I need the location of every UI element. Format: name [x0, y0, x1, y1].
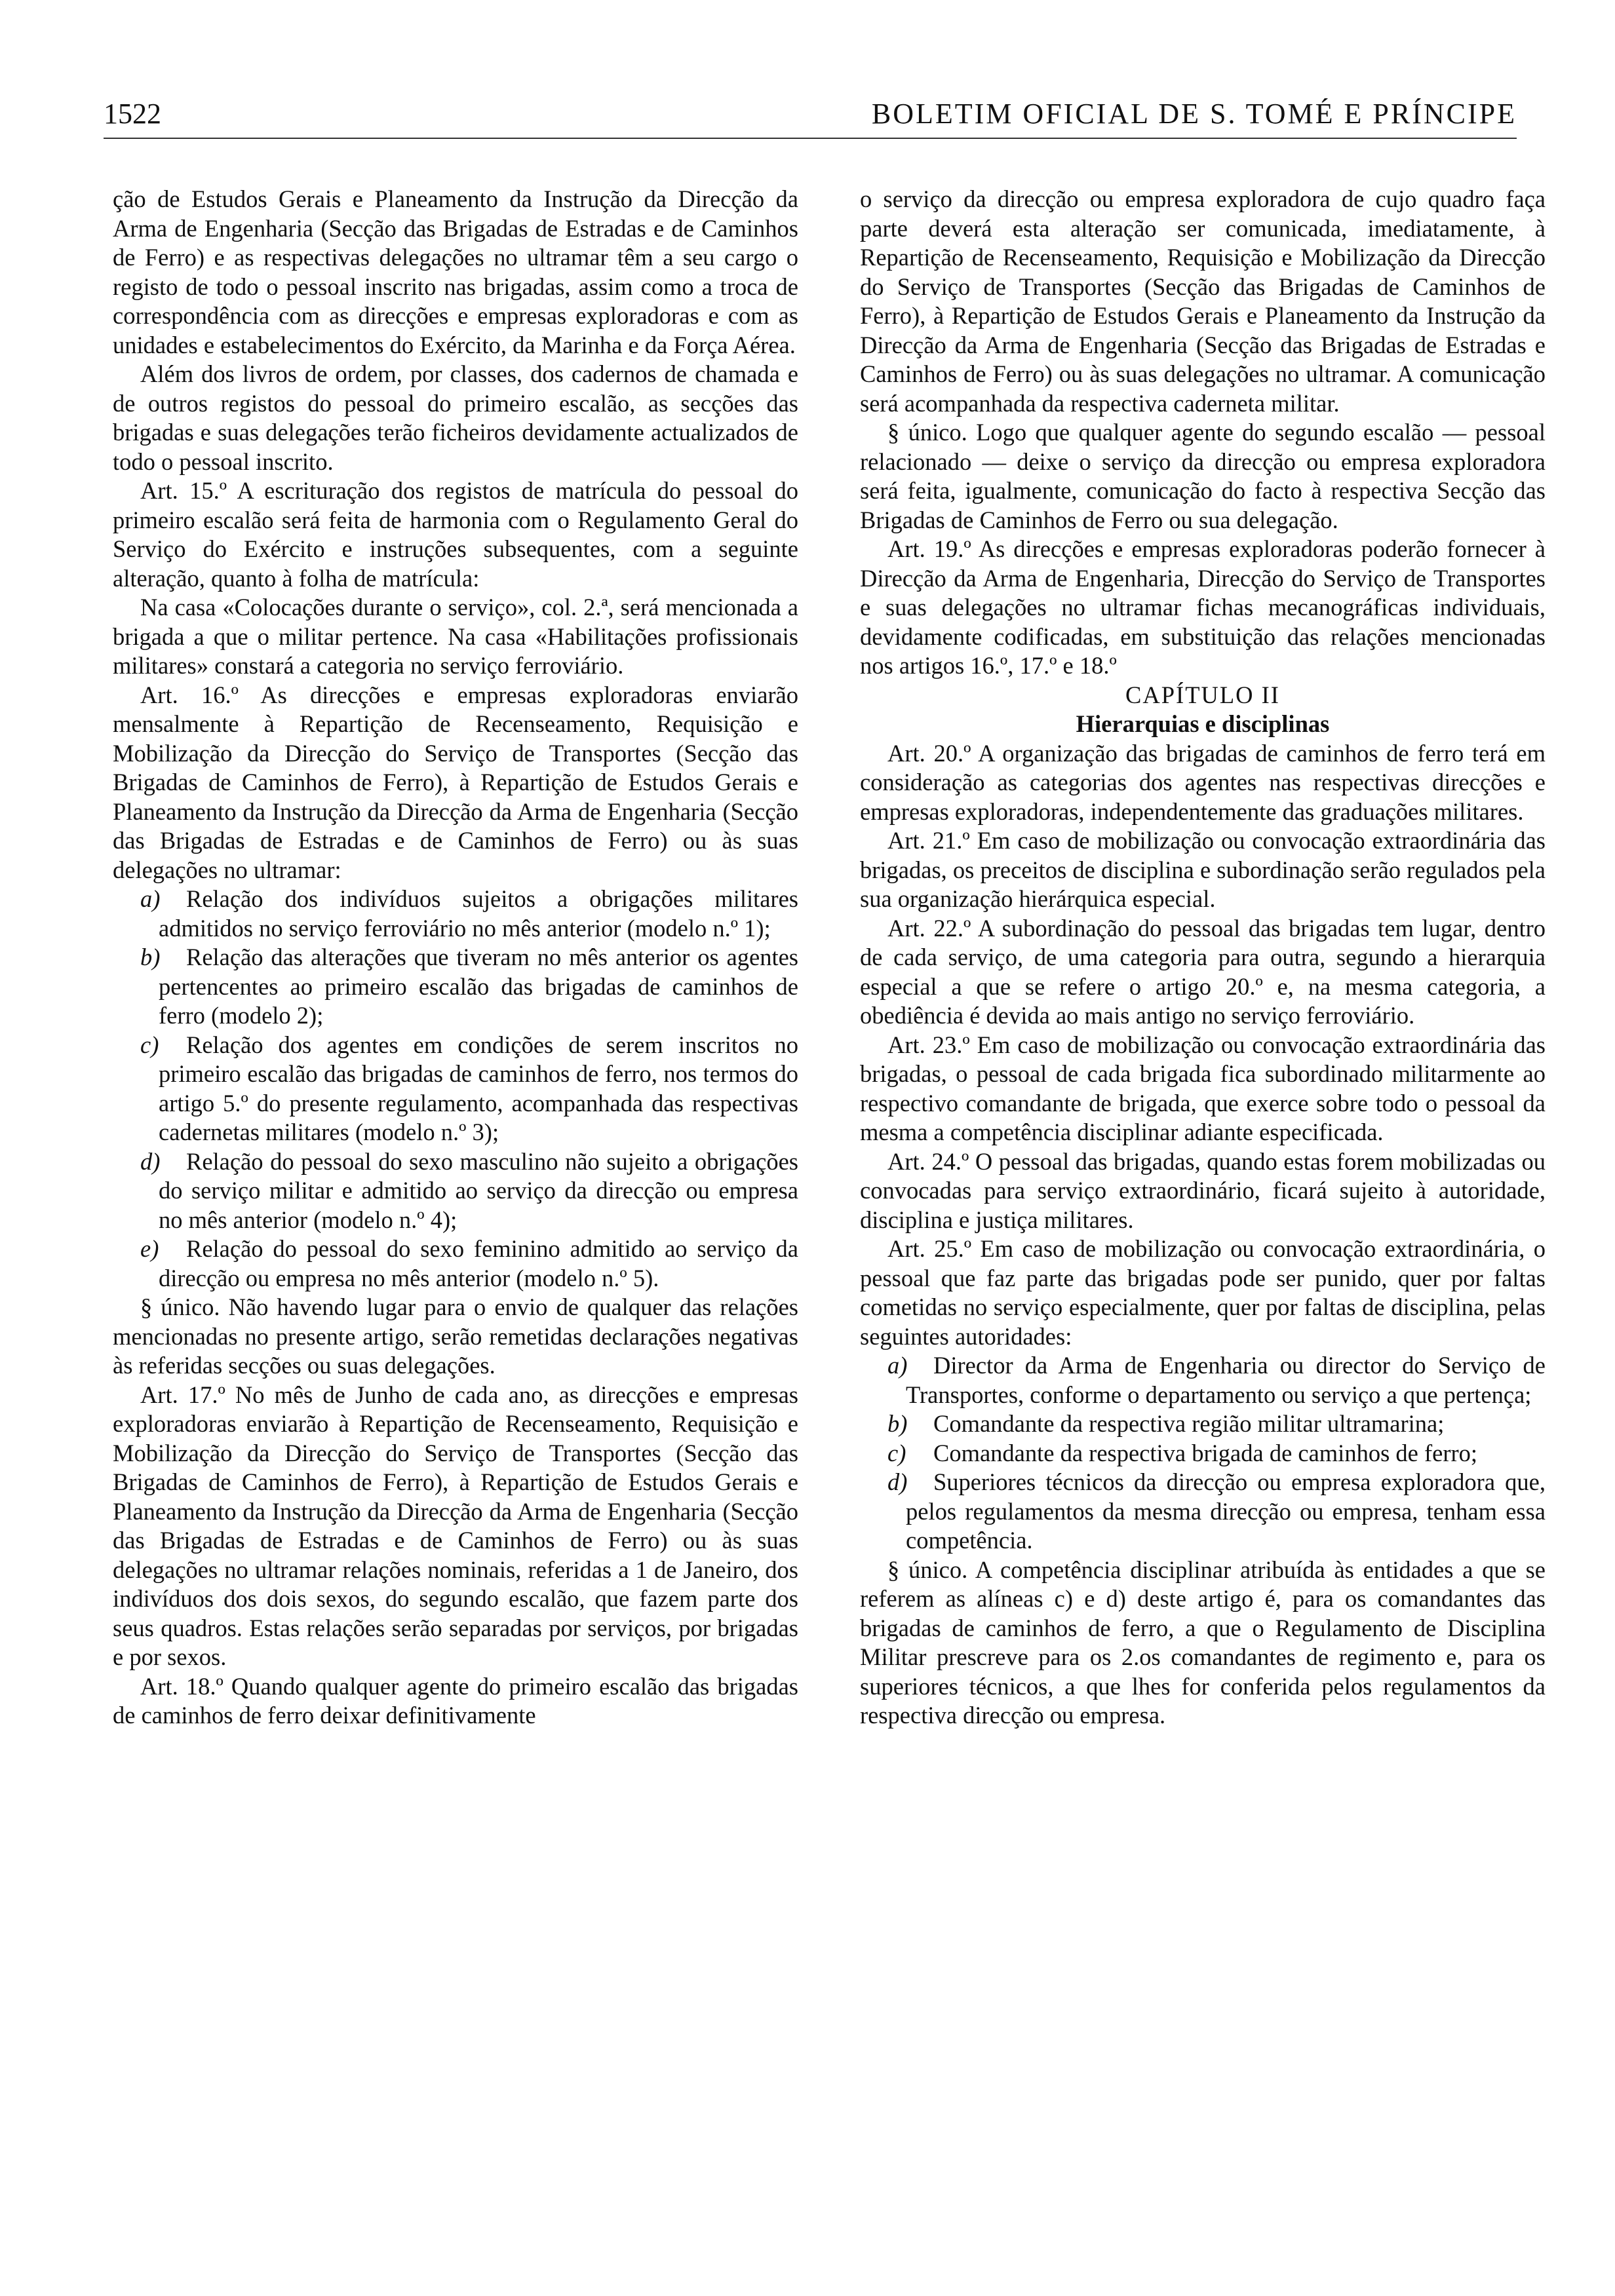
paragraph: o serviço da direcção ou empresa exploradora de cujo quadro faça parte deverá esta alteração ser comunicada, imediatamente, à Repartição de Recenseamento, Requisição e Mobilização da Direcção do Serviço de Transportes (Secção das Brigadas de Caminhos de Ferro), à Repartição de Estudos Gerais e Planeamento da Instrução da Direcção da Arma de Engenharia (Secção das Brigadas de Estradas e Caminhos de Ferro) ou às suas delegações no ultramar. A comunicação será acompanhada da respectiva caderneta militar.: [860, 185, 1546, 417]
article-16: Art. 16.º As direcções e empresas exploradoras enviarão mensalmente à Repartição de Recenseamento, Requisição e Mobilização da Direcção do Serviço de Transportes (Secção das Brigadas de Caminhos de Ferro), à Repartição de Estudos Gerais e Planeamento da Instrução da Direcção da Arma de Engenharia (Secção das Brigadas de Estradas e de Caminhos de Ferro) ou às suas delegações no ultramar:: [113, 681, 798, 883]
paragraph-unico: § único. A competência disciplinar atribuída às entidades a que se referem as alíneas c) e d) deste artigo é, para os comandantes das brigadas de caminhos de ferro, a que o Regulamento de Disciplina Militar prescreve para os 2.os comandantes de regimento e, para os superiores técnicos, a que lhes for conferida pelos regulamentos da respectiva direcção ou empresa.: [860, 1556, 1546, 1729]
list-item: [113, 1031, 798, 1147]
item-label: b): [887, 1410, 908, 1437]
list-item: [113, 885, 798, 943]
paragraph-unico: § único. Logo que qualquer agente do segundo escalão — pessoal relacionado — deixe o serviço da direcção ou empresa exploradora será feita, igualmente, comunicação do facto à respectiva Secção das Brigadas de Caminhos de Ferro ou sua delegação.: [860, 419, 1546, 533]
list-item: [860, 1351, 1546, 1409]
right-column: [860, 185, 1546, 1731]
item-text: Relação dos agentes em condições de serem inscritos no primeiro escalão das brigadas de caminhos de ferro, nos termos do artigo 5.º do presente regulamento, acompanhada das respectivas cadernetas militares (modelo n.º 3);: [159, 1031, 798, 1145]
running-title: BOLETIM OFICIAL DE S. TOMÉ E PRÍNCIPE: [871, 98, 1517, 130]
paragraph: Além dos livros de ordem, por classes, dos cadernos de chamada e de outros registos do pessoal do primeiro escalão, as secções das brigadas e suas delegações terão ficheiros devidamente actualizados de todo o pessoal inscrito.: [113, 360, 798, 475]
article-17: Art. 17.º No mês de Junho de cada ano, as direcções e empresas exploradoras enviarão à Repartição de Recenseamento, Requisição e Mobilização da Direcção do Serviço de Transportes (Secção das Brigadas de Caminhos de Ferro), à Repartição de Estudos Gerais e Planeamento da Instrução da Direcção da Arma de Engenharia (Secção das Brigadas de Estradas e de Caminhos de Ferro) ou às suas delegações no ultramar relações nominais, referidas a 1 de Janeiro, dos indivíduos dos dois sexos, do segundo escalão, que fazem parte dos seus quadros. Estas relações serão separadas por serviços, por brigadas e por sexos.: [113, 1381, 798, 1670]
article-15: Art. 15.º A escrituração dos registos de matrícula do pessoal do primeiro escalão será feita de harmonia com o Regulamento Geral do Serviço do Exército e instruções subsequentes, com a seguinte alteração, quanto à folha de matrícula:: [113, 477, 798, 592]
item-label: b): [140, 944, 161, 970]
item-text: Comandante da respectiva região militar ultramarina;: [933, 1410, 1445, 1437]
item-label: d): [887, 1468, 908, 1495]
item-label: c): [140, 1031, 159, 1058]
item-text: Relação do pessoal do sexo feminino admitido ao serviço da direcção ou empresa no mês anterior (modelo n.º 5).: [159, 1235, 798, 1292]
item-label: c): [887, 1439, 906, 1466]
quoted-text: Na casa «Colocações durante o serviço», col. 2.ª, será mencionada a brigada a que o militar pertence. Na casa «Habilitações profissionais militares» constará a categoria no serviço ferroviário.: [113, 594, 798, 679]
list-item: [860, 1409, 1546, 1439]
page-header: [104, 92, 1517, 139]
list-item: [860, 1439, 1546, 1468]
paragraph-unico: § único. Não havendo lugar para o envio de qualquer das relações mencionadas no presente artigo, serão remetidas declarações negativas às referidas secções ou suas delegações.: [113, 1293, 798, 1379]
chapter-heading: CAPÍTULO II: [1125, 681, 1280, 708]
item-label: d): [140, 1147, 161, 1175]
item-label: e): [140, 1235, 159, 1262]
article-25: Art. 25.º Em caso de mobilização ou convocação extraordinária, o pessoal que faz parte das brigadas pode ser punido, quer por faltas cometidas no serviço especialmente, quer por faltas de disciplina, pelas seguintes autoridades:: [860, 1235, 1546, 1350]
article-20: Art. 20.º A organização das brigadas de caminhos de ferro terá em consideração as categorias dos agentes nas respectivas direcções e empresas exploradoras, independentemente das graduações militares.: [860, 739, 1546, 825]
article-19: Art. 19.º As direcções e empresas exploradoras poderão fornecer à Direcção da Arma de Engenharia, Direcção do Serviço de Transportes e suas delegações no ultramar fichas mecanográficas individuais, devidamente codificadas, em substituição das relações mencionadas nos artigos 16.º, 17.º e 18.º: [860, 535, 1546, 679]
list-item: [113, 1147, 798, 1235]
list-item: [113, 943, 798, 1031]
item-text: Comandante da respectiva brigada de caminhos de ferro;: [933, 1439, 1478, 1466]
item-text: Relação das alterações que tiveram no mês anterior os agentes pertencentes ao primeiro escalão das brigadas de caminhos de ferro (modelo 2);: [159, 944, 798, 1029]
item-text: Director da Arma de Engenharia ou director do Serviço de Transportes, conforme o departamento ou serviço a que pertença;: [906, 1352, 1546, 1408]
article-22: Art. 22.º A subordinação do pessoal das brigadas tem lugar, dentro de cada serviço, de uma categoria para outra, segundo a hierarquia especial a que se refere o artigo 20.º e, na mesma categoria, a obediência é devida ao mais antigo no serviço ferroviário.: [860, 914, 1546, 1029]
article-23: Art. 23.º Em caso de mobilização ou convocação extraordinária das brigadas, o pessoal de cada brigada fica subordinado militarmente ao respectivo comandante de brigada, que exerce sobre todo o pessoal da mesma a competência disciplinar adiante especificada.: [860, 1031, 1546, 1145]
list-item: [860, 1468, 1546, 1556]
left-column: [113, 185, 798, 1731]
list-item: [113, 1234, 798, 1293]
article-18: Art. 18.º Quando qualquer agente do primeiro escalão das brigadas de caminhos de ferro deixar definitivamente: [113, 1672, 798, 1729]
item-label: a): [887, 1352, 908, 1379]
page-number: 1522: [104, 98, 161, 130]
item-text: Relação do pessoal do sexo masculino não sujeito a obrigações do serviço militar e admitido ao serviço da direcção ou empresa no mês anterior (modelo n.º 4);: [159, 1147, 798, 1233]
article-21: Art. 21.º Em caso de mobilização ou convocação extraordinária das brigadas, os preceitos de disciplina e subordinação serão regulados pela sua organização hierárquica especial.: [860, 827, 1546, 912]
item-text: Superiores técnicos da direcção ou empresa exploradora que, pelos regulamentos da mesma direcção ou empresa, tenham essa competência.: [906, 1468, 1546, 1554]
paragraph: ção de Estudos Gerais e Planeamento da Instrução da Direcção da Arma de Engenharia (Secção das Brigadas de Estradas e de Caminhos de Ferro) e as respectivas delegações no ultramar têm a seu cargo o registo de todo o pessoal inscrito nas brigadas, assim como a troca de correspondência com as direcções e empresas exploradoras e com as unidades e estabelecimentos do Exército, da Marinha e da Força Aérea.: [113, 185, 798, 358]
item-label: a): [140, 885, 161, 912]
article-24: Art. 24.º O pessoal das brigadas, quando estas forem mobilizadas ou convocadas para serviço extraordinário, ficará sujeito à autoridade, disciplina e justiça militares.: [860, 1147, 1546, 1233]
section-title: Hierarquias e disciplinas: [1076, 710, 1330, 737]
item-text: Relação dos indivíduos sujeitos a obrigações militares admitidos no serviço ferroviário no mês anterior (modelo n.º 1);: [159, 885, 798, 942]
